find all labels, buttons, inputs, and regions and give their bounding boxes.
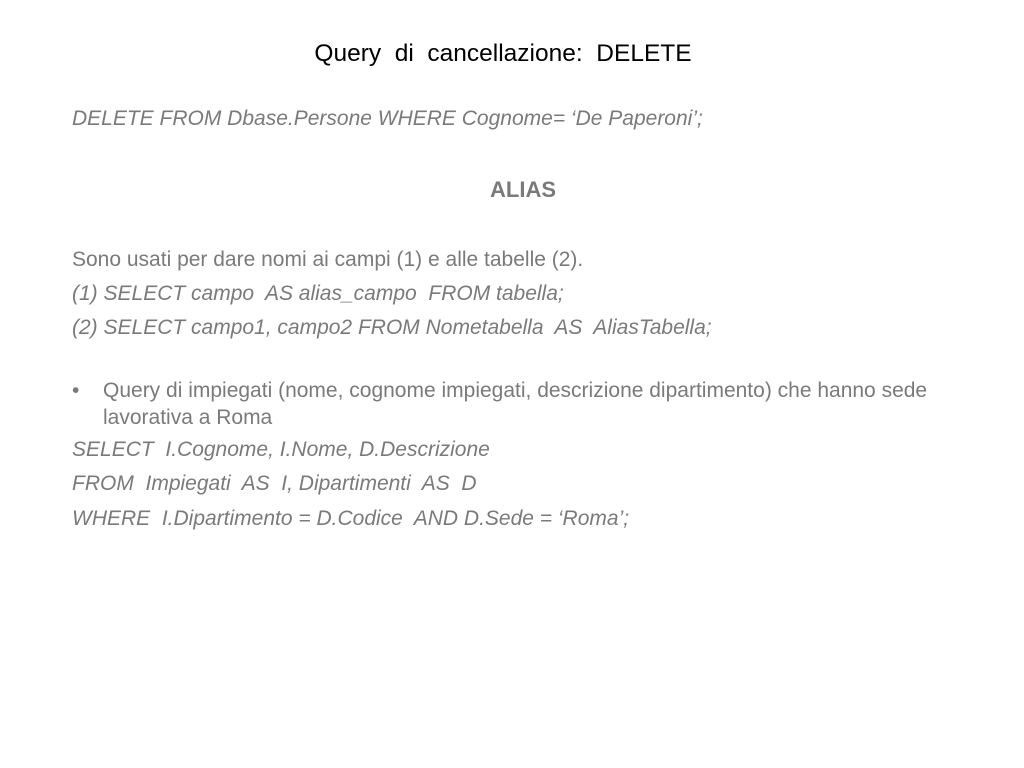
alias-example-fields: (1) SELECT campo AS alias_campo FROM tabella;	[72, 282, 564, 305]
bullet-item	[72, 377, 992, 431]
alias-heading: ALIAS	[490, 177, 556, 202]
bullet-text: Query di impiegati (nome, cognome impiegati, descrizione dipartimento) che hanno sede lavorativa a Roma	[103, 379, 928, 429]
query-from-line: FROM Impiegati AS I, Dipartimenti AS D	[72, 472, 477, 495]
bullet-marker: •	[72, 379, 80, 402]
query-select-line: SELECT I.Cognome, I.Nome, D.Descrizione	[72, 438, 490, 461]
slide-title: Query di cancellazione: DELETE	[314, 40, 692, 67]
alias-example-tables: (2) SELECT campo1, campo2 FROM Nometabella AS AliasTabella;	[72, 316, 712, 339]
query-where-line: WHERE I.Dipartimento = D.Codice AND D.Sede = ‘Roma’;	[72, 507, 630, 530]
delete-query-example: DELETE FROM Dbase.Persone WHERE Cognome= ‘De Paperoni’;	[72, 107, 703, 130]
alias-description: Sono usati per dare nomi ai campi (1) e alle tabelle (2).	[72, 248, 584, 271]
